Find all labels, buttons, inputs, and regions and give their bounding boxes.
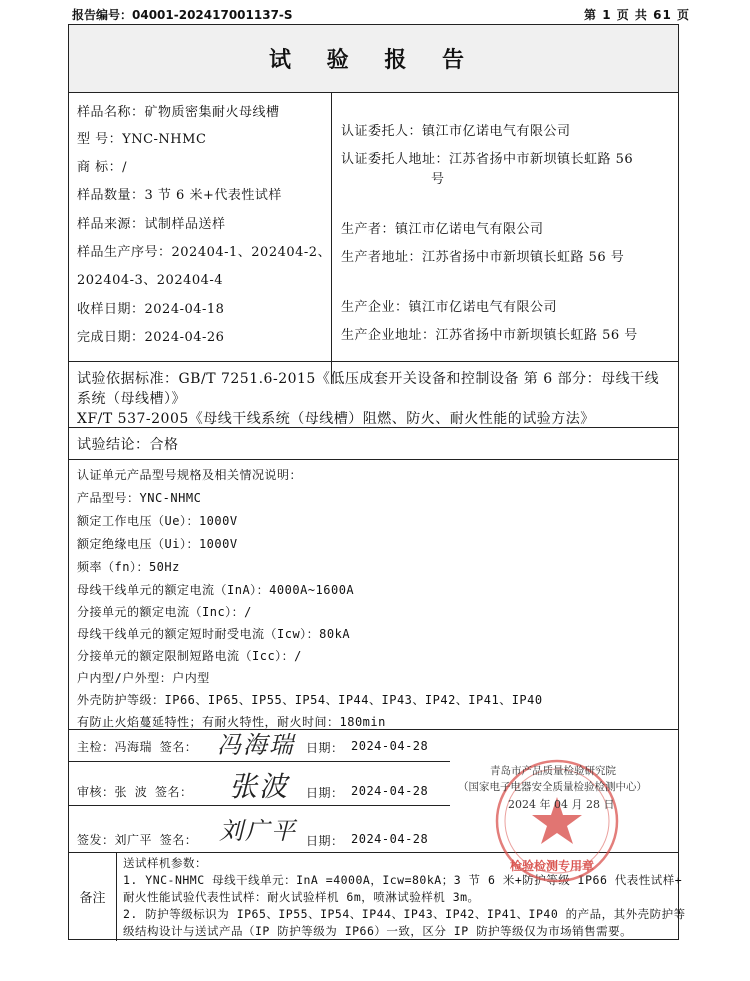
reviewer-signature: 张波 bbox=[229, 770, 290, 803]
sample-serial: 样品生产序号：202404-1、202404-2、 bbox=[77, 245, 332, 260]
reviewer-date: 2024-04-28 bbox=[351, 784, 429, 798]
divider bbox=[69, 729, 678, 730]
spec-line: 认证单元产品型号规格及相关情况说明： bbox=[77, 468, 303, 482]
divider bbox=[69, 459, 678, 460]
official-seal bbox=[452, 757, 662, 885]
spec-line: 分接单元的额定电流（Inc）：/ bbox=[77, 605, 252, 619]
approver-label: 签发：刘广平 签名： bbox=[77, 833, 198, 847]
sample-brand: 商 标：/ bbox=[77, 160, 128, 175]
test-basis-line-1: 试验依据标准：GB/T 7251.6-2015《低压成套开关设备和控制设备 第 6 部分：母线干线 bbox=[77, 371, 660, 387]
inspector-date: 2024-04-28 bbox=[351, 739, 429, 753]
divider bbox=[69, 361, 678, 362]
sample-source: 样品来源：试制样品送样 bbox=[77, 217, 226, 232]
test-basis-line-3: XF/T 537-2005《母线干线系统（母线槽）阻燃、防火、耐火性能的试验方法》 bbox=[77, 411, 595, 427]
manufacturer: 生产企业：镇江市亿诺电气有限公司 bbox=[341, 300, 558, 315]
seal-org-name: 青岛市产品质量检验研究院 bbox=[490, 765, 616, 777]
test-basis-line-2: 系统（母线槽）》 bbox=[77, 391, 186, 407]
seal-org-subtitle: （国家电子电器安全质量检验检测中心） bbox=[458, 781, 647, 793]
seal-ring-text: 检验检测专用章 bbox=[510, 859, 595, 873]
producer: 生产者：镇江市亿诺电气有限公司 bbox=[341, 222, 544, 237]
spec-line: 额定工作电压（Ue）：1000V bbox=[77, 514, 238, 528]
sample-model: 型 号：YNC-NHMC bbox=[77, 132, 207, 147]
spec-line: 有防止火焰蔓延特性；有耐火特性，耐火时间：180min bbox=[77, 715, 386, 729]
entrusting-party-address: 认证委托人地址：江苏省扬中市新坝镇长虹路 56 bbox=[341, 152, 634, 167]
inspector-label: 主检：冯海瑞 签名： bbox=[77, 740, 198, 754]
remarks-line: 1. YNC-NHMC 母线干线单元：InA =4000A，Icw=80kA；3 节 6 米+防护等级 IP66 代表性试样+ bbox=[123, 873, 683, 887]
received-date: 收样日期：2024-04-18 bbox=[77, 302, 225, 317]
inspector-signature: 冯海瑞 bbox=[217, 731, 295, 759]
page-indicator: 第 1 页 共 61 页 bbox=[584, 8, 690, 22]
sample-name: 样品名称：矿物质密集耐火母线槽 bbox=[77, 105, 280, 120]
spec-line: 外壳防护等级：IP66、IP65、IP55、IP54、IP44、IP43、IP42、IP41、IP40 bbox=[77, 693, 543, 707]
report-number: 报告编号：04001-202417001137-S bbox=[72, 8, 293, 22]
spec-line: 频率（fn）：50Hz bbox=[77, 560, 180, 574]
column-divider bbox=[331, 92, 332, 384]
entrusting-party: 认证委托人：镇江市亿诺电气有限公司 bbox=[341, 124, 571, 139]
spec-line: 分接单元的额定限制短路电流（Icc）：/ bbox=[77, 649, 302, 663]
test-conclusion: 试验结论：合格 bbox=[77, 437, 179, 453]
report-title: 试 验 报 告 bbox=[69, 25, 678, 93]
remarks-line: 送试样机参数： bbox=[123, 856, 207, 870]
remarks-line: 耐火性能试验代表性试样：耐火试验样机 6m，喷淋试验样机 3m。 bbox=[123, 890, 480, 904]
divider bbox=[69, 761, 450, 762]
inspector-date-label: 日期： bbox=[306, 741, 344, 755]
divider bbox=[69, 427, 678, 428]
seal-date: 2024 年 04 月 28 日 bbox=[508, 798, 615, 811]
approver-date-label: 日期： bbox=[306, 834, 344, 848]
spec-line: 母线干线单元的额定电流（InA）：4000A~1600A bbox=[77, 583, 355, 597]
reviewer-label: 审核：张 波 签名： bbox=[77, 785, 193, 799]
spec-line: 额定绝缘电压（Ui）：1000V bbox=[77, 537, 238, 551]
spec-line: 户内型/户外型：户内型 bbox=[77, 671, 210, 685]
spec-line: 母线干线单元的额定短时耐受电流（Icw）：80kA bbox=[77, 627, 351, 641]
producer-address: 生产者地址：江苏省扬中市新坝镇长虹路 56 号 bbox=[341, 250, 625, 265]
remarks-line: 2. 防护等级标识为 IP65、IP55、IP54、IP44、IP43、IP42、IP41、IP40 的产品，其外壳防护等 bbox=[123, 907, 686, 921]
reviewer-date-label: 日期： bbox=[306, 786, 344, 800]
remarks-line: 级结构设计与送试产品（IP 防护等级为 IP66）一致，区分 IP 防护等级仅为市场销售需要。 bbox=[123, 924, 633, 938]
sample-serial-cont: 202404-3、202404-4 bbox=[77, 273, 224, 288]
approver-date: 2024-04-28 bbox=[351, 832, 429, 846]
entrusting-party-address-cont: 号 bbox=[431, 172, 445, 187]
remarks-label: 备注 bbox=[79, 891, 106, 906]
spec-line: 产品型号：YNC-NHMC bbox=[77, 491, 202, 505]
manufacturer-address: 生产企业地址：江苏省扬中市新坝镇长虹路 56 号 bbox=[341, 328, 638, 343]
completed-date: 完成日期：2024-04-26 bbox=[77, 330, 225, 345]
remarks-divider bbox=[116, 852, 117, 941]
divider bbox=[69, 805, 450, 806]
sample-quantity: 样品数量：3 节 6 米+代表性试样 bbox=[77, 188, 282, 203]
approver-signature: 刘广平 bbox=[219, 817, 297, 845]
